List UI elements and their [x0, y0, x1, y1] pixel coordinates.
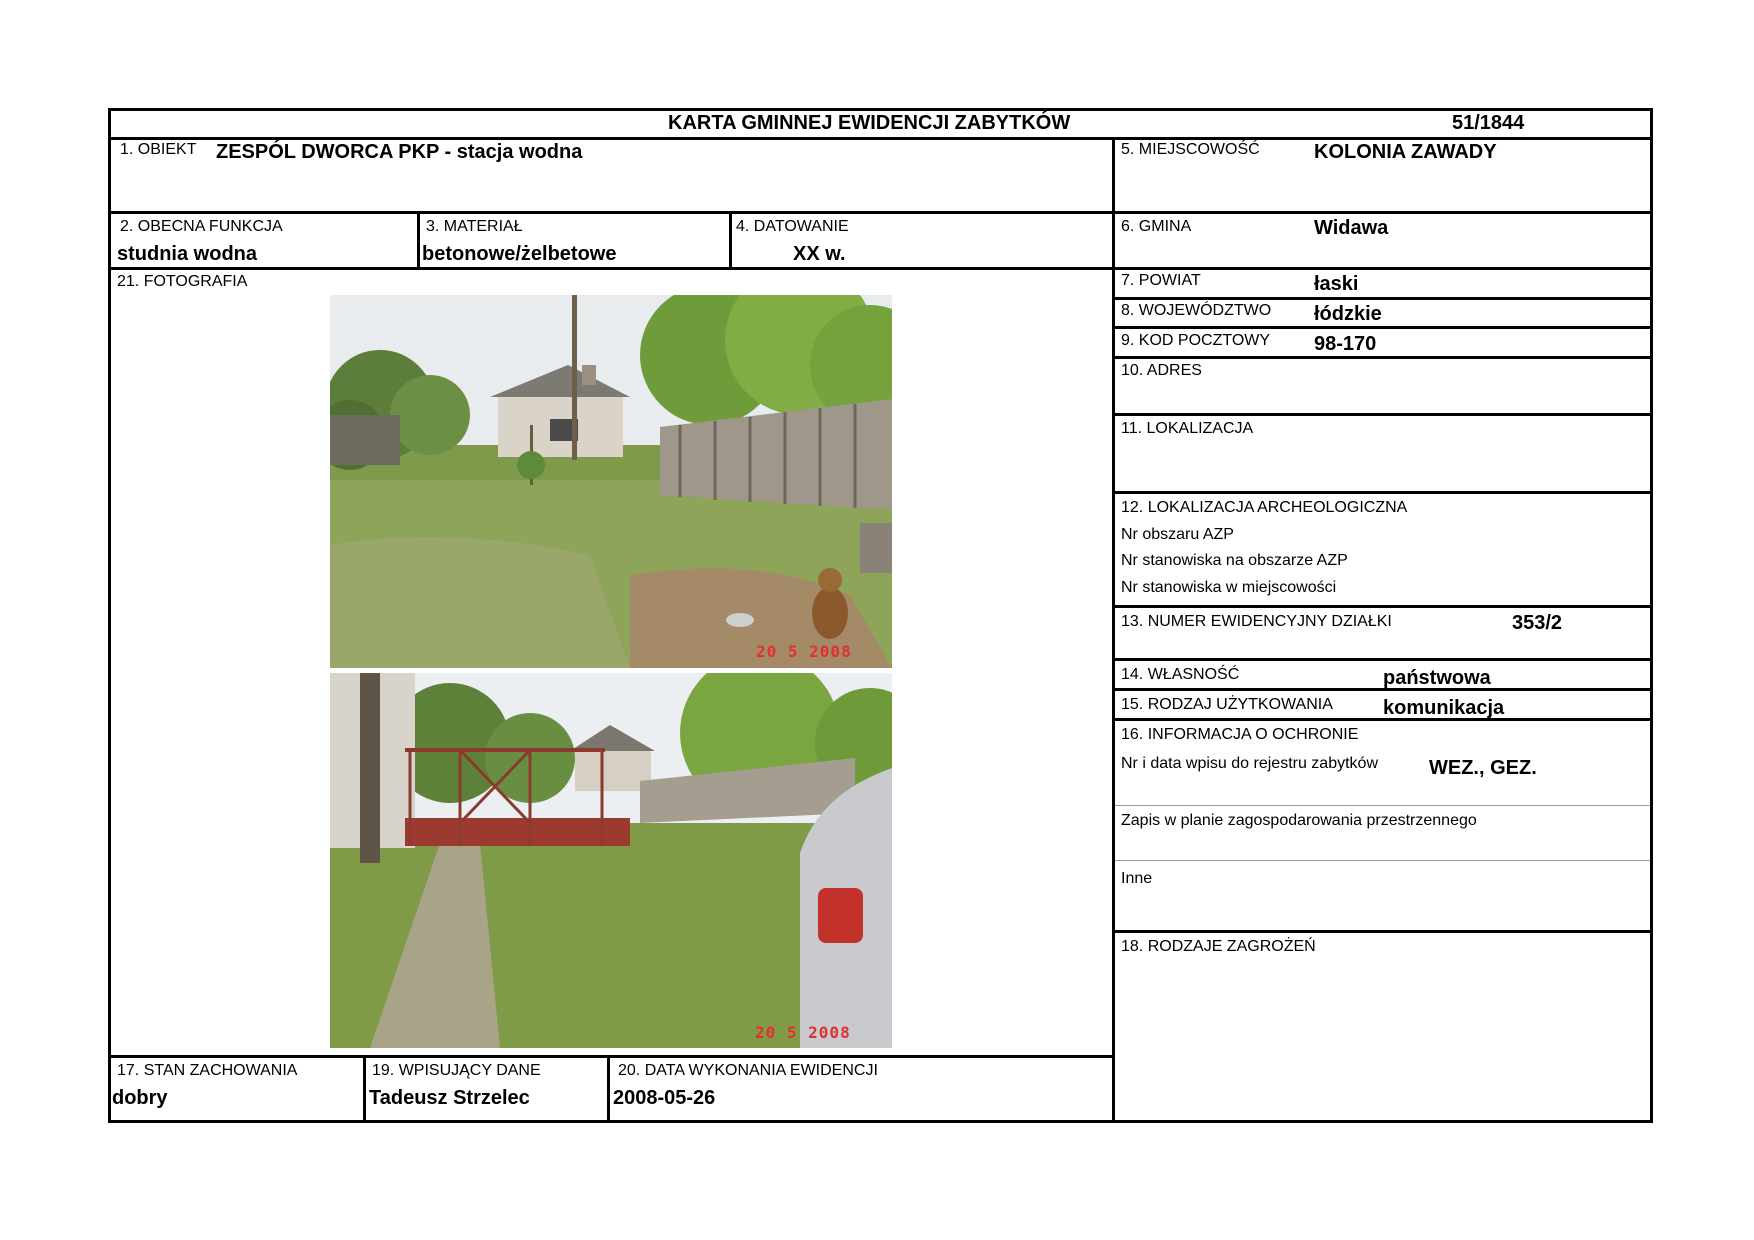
material-label: 3. MATERIAŁ — [426, 218, 523, 235]
uzytkowanie-value: komunikacja — [1383, 697, 1505, 719]
wpisujacy-value: Tadeusz Strzelec — [369, 1087, 530, 1109]
funkcja-value: studnia wodna — [117, 243, 257, 265]
r-thin-2 — [1115, 860, 1650, 861]
photo-2-image — [330, 673, 892, 1048]
archeo-line-1: Nr obszaru AZP — [1121, 526, 1234, 543]
material-value: betonowe/żelbetowe — [422, 243, 617, 265]
r-line-12 — [1112, 930, 1653, 933]
uzytkowanie-label: 15. RODZAJ UŻYTKOWANIA — [1121, 696, 1333, 713]
r-line-8 — [1112, 605, 1653, 608]
archeo-line-2: Nr stanowiska na obszarze AZP — [1121, 552, 1348, 569]
frame-left — [108, 108, 111, 1123]
photo-1-stamp: 20 5 2008 — [756, 642, 852, 661]
data-label: 20. DATA WYKONANIA EWIDENCJI — [618, 1062, 878, 1079]
photo-1 — [330, 295, 892, 668]
row-line-2 — [108, 267, 1115, 270]
card-number: 51/1844 — [1452, 112, 1525, 134]
plan-label: Zapis w planie zagospodarowania przestrzennego — [1121, 812, 1477, 829]
r-line-6 — [1112, 413, 1653, 416]
rejestr-value: WEZ., GEZ. — [1429, 757, 1537, 779]
r-line-9 — [1112, 658, 1653, 661]
row-line-1 — [108, 211, 1115, 214]
gmina-label: 6. GMINA — [1121, 218, 1192, 235]
cell-divider-1 — [417, 211, 420, 270]
dzialka-label: 13. NUMER EWIDENCYJNY DZIAŁKI — [1121, 613, 1392, 630]
stan-label: 17. STAN ZACHOWANIA — [117, 1062, 298, 1079]
cell-divider-2 — [729, 211, 732, 270]
ochrona-label: 16. INFORMACJA O OCHRONIE — [1121, 726, 1359, 743]
r-thin-1 — [1115, 805, 1650, 806]
obiekt-value: ZESPÓL DWORCA PKP - stacja wodna — [216, 141, 583, 163]
wojewodztwo-label: 8. WOJEWÓDZTWO — [1121, 302, 1272, 319]
wpisujacy-label: 19. WPISUJĄCY DANE — [372, 1062, 541, 1079]
datowanie-label: 4. DATOWANIE — [736, 218, 849, 235]
r-line-1 — [1112, 211, 1653, 214]
archeo-line-3: Nr stanowiska w miejscowości — [1121, 579, 1337, 596]
inne-label: Inne — [1121, 870, 1153, 887]
lokalizacja-label: 11. LOKALIZACJA — [1121, 420, 1254, 437]
frame-top — [108, 108, 1653, 111]
r-line-5 — [1112, 356, 1653, 359]
cell-divider-4 — [607, 1055, 610, 1123]
r-line-4 — [1112, 326, 1653, 329]
header-divider — [108, 137, 1653, 140]
wlasnosc-label: 14. WŁASNOŚĆ — [1121, 666, 1240, 683]
fotografia-label: 21. FOTOGRAFIA — [117, 273, 248, 290]
miejscowosc-value: KOLONIA ZAWADY — [1314, 141, 1497, 163]
r-line-3 — [1112, 297, 1653, 300]
data-value: 2008-05-26 — [613, 1087, 716, 1109]
rejestr-label: Nr i data wpisu do rejestru zabytków — [1121, 755, 1378, 772]
kod-label: 9. KOD POCZTOWY — [1121, 332, 1271, 349]
stan-value: dobry — [112, 1087, 168, 1109]
r-line-7 — [1112, 491, 1653, 494]
row-line-3 — [108, 1055, 1115, 1058]
photo-2-stamp: 20 5 2008 — [755, 1023, 851, 1042]
datowanie-value: XX w. — [793, 243, 846, 265]
archeo-label: 12. LOKALIZACJA ARCHEOLOGICZNA — [1121, 499, 1408, 516]
frame-right — [1650, 108, 1653, 1123]
adres-label: 10. ADRES — [1121, 362, 1202, 379]
column-divider — [1112, 137, 1115, 1123]
zagrozenia-label: 18. RODZAJE ZAGROŻEŃ — [1121, 938, 1316, 955]
cell-divider-3 — [363, 1055, 366, 1123]
photo-1-image — [330, 295, 892, 668]
photo-2 — [330, 673, 892, 1048]
wlasnosc-value: państwowa — [1383, 667, 1491, 689]
kod-value: 98-170 — [1314, 333, 1377, 355]
miejscowosc-label: 5. MIEJSCOWOŚĆ — [1121, 141, 1260, 158]
powiat-value: łaski — [1314, 273, 1359, 295]
funkcja-label: 2. OBECNA FUNKCJA — [120, 218, 283, 235]
r-line-2 — [1112, 267, 1653, 270]
card-title: KARTA GMINNEJ EWIDENCJI ZABYTKÓW — [668, 112, 1071, 134]
frame-bottom — [108, 1120, 1653, 1123]
wojewodztwo-value: łódzkie — [1314, 303, 1382, 325]
obiekt-label: 1. OBIEKT — [120, 141, 197, 158]
dzialka-value: 353/2 — [1512, 612, 1563, 634]
powiat-label: 7. POWIAT — [1121, 272, 1201, 289]
gmina-value: Widawa — [1314, 217, 1389, 239]
